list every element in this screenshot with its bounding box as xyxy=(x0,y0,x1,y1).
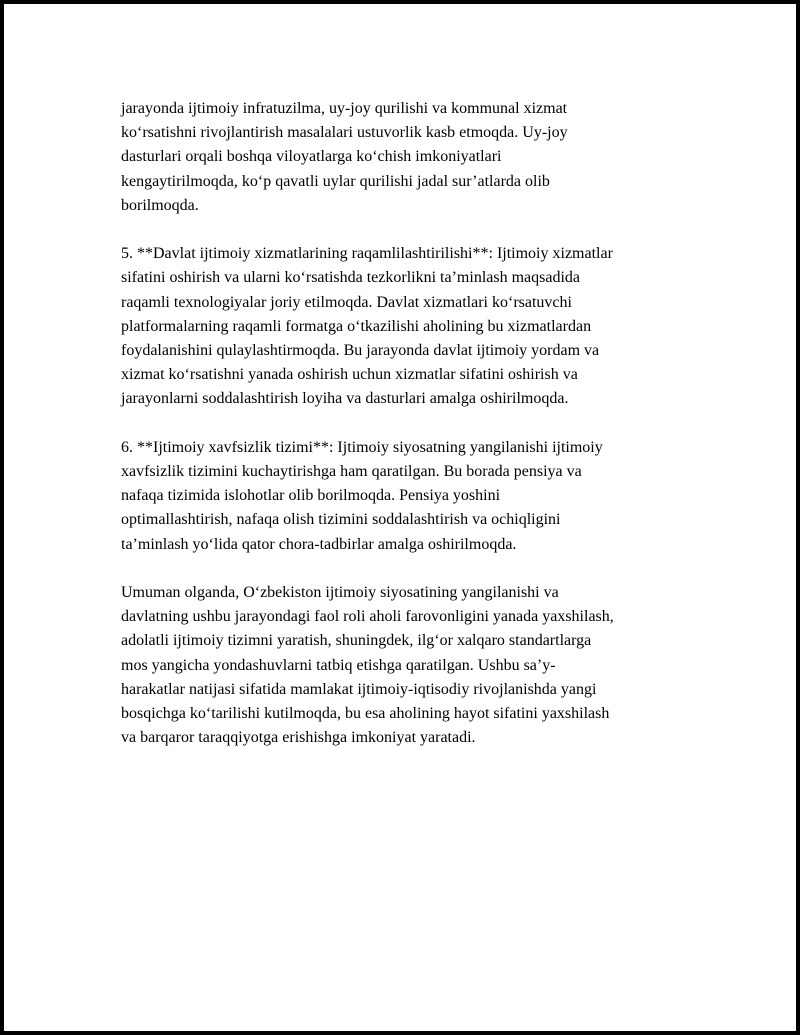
paragraph-conclusion: Umuman olganda, O‘zbekiston ijtimoiy siyosatining yangilanishi va davlatning ushbu jarayondagi faol roli aholi farovonligini yanada yaxshilash, adolatli ijtimoiy tizimni yaratish, shuningdek, ilg‘or xalqaro standartlarga mos yangicha yondashuvlarni tatbiq etishga qaratilgan. Ushbu sa’y- harakatlar natijasi sifatida mamlakat ijtimoiy-iqtisodiy rivojlanishda yangi bosqichga ko‘tarilishi kutilmoqda, bu esa aholining hayot sifatini yaxshilash va barqaror taraqqiyotga erishishga imkoniyat yaratadi. xyxy=(121,584,614,747)
document-body xyxy=(121,97,701,750)
paragraph-digitalization: 5. **Davlat ijtimoiy xizmatlarining raqamlilashtirilishi**: Ijtimoiy xizmatlar sifatini oshirish va ularni ko‘rsatishda tezkorlikni ta’minlash maqsadida raqamli texnologiyalar joriy etilmoqda. Davlat xizmatlari ko‘rsatuvchi platformalarning raqamli formatga o‘tkazilishi aholining bu xizmatlardan foydalanishini qulaylashtirmoqda. Bu jarayonda davlat ijtimoiy yordam va xizmat ko‘rsatishni yanada oshirish uchun xizmatlar sifatini oshirish va jarayonlarni soddalashtirish loyiha va dasturlari amalga oshirilmoqda. xyxy=(121,245,613,408)
paragraph-housing: jarayonda ijtimoiy infratuzilma, uy-joy qurilishi va kommunal xizmat ko‘rsatishni rivojlantirish masalalari ustuvorlik kasb etmoqda. Uy-joy dasturlari orqali boshqa viloyatlarga ko‘chish imkoniyatlari kengaytirilmoqda, ko‘p qavatli uylar qurilishi jadal sur’atlarda olib borilmoqda. xyxy=(121,100,568,214)
paragraph-social-security: 6. **Ijtimoiy xavfsizlik tizimi**: Ijtimoiy siyosatning yangilanishi ijtimoiy xavfsizlik tizimini kuchaytirishga ham qaratilgan. Bu borada pensiya va nafaqa tizimida islohotlar olib borilmoqda. Pensiya yoshini optimallashtirish, nafaqa olish tizimini soddalashtirish va ochiqligini ta’minlash yo‘lida qator chora-tadbirlar amalga oshirilmoqda. xyxy=(121,438,603,553)
